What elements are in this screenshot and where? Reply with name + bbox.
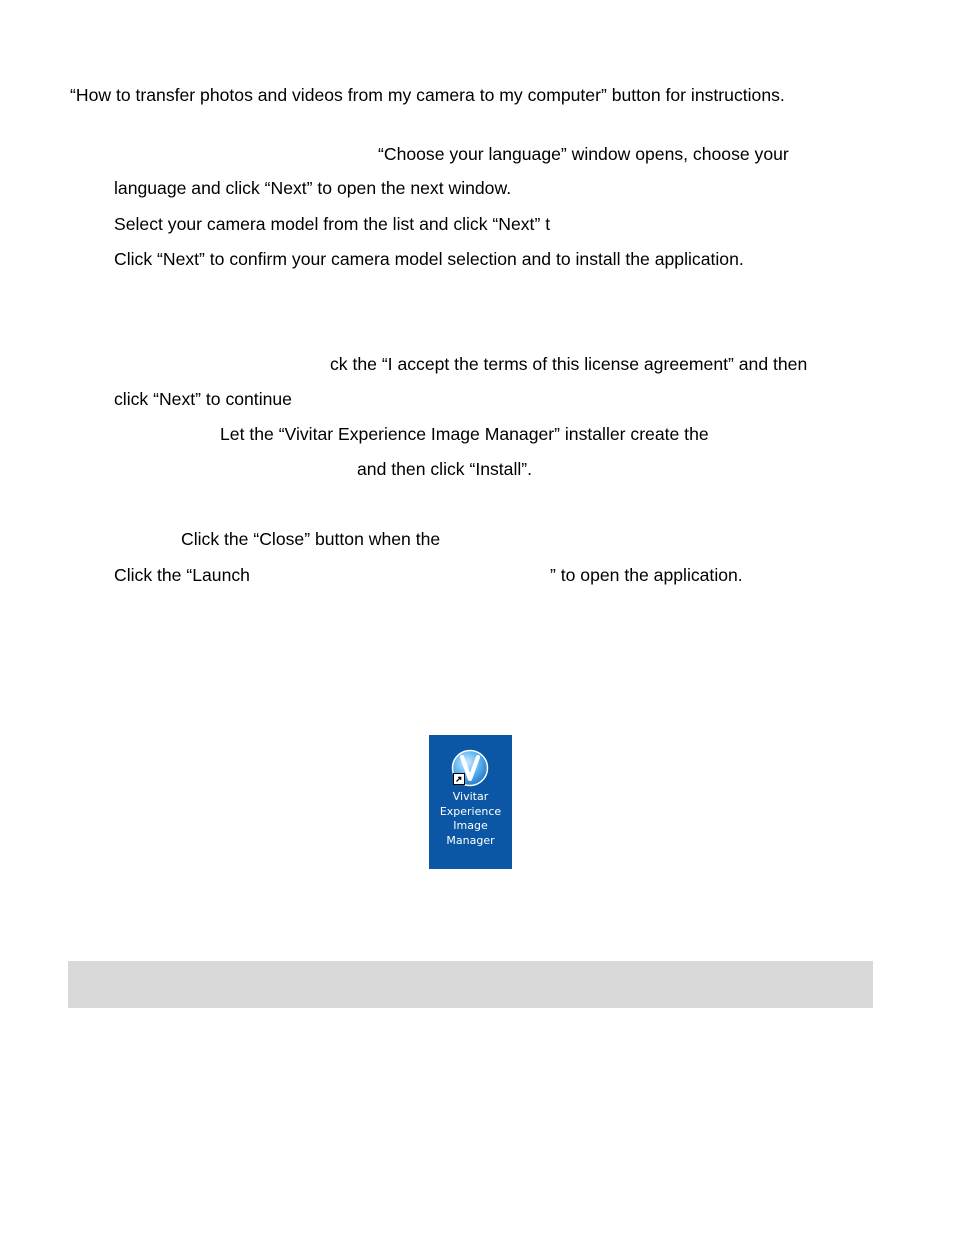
text-line-click-next-continue: click “Next” to continue [114, 389, 292, 409]
desktop-shortcut-caption [429, 790, 512, 848]
caption-line: Vivitar [452, 790, 489, 803]
text-line-click-close: Click the “Close” button when the [181, 529, 441, 549]
caption-line: Experience [439, 804, 502, 818]
text-line-select-camera: Select your camera model from the list and click “Next” t [114, 214, 551, 234]
text-line-click-install: and then click “Install”. [357, 459, 533, 479]
desktop-shortcut-tile [429, 735, 512, 869]
text-line-click-launch: Click the “Launch [114, 565, 250, 585]
caption-line: Image [453, 819, 488, 832]
text-line-choose-language: “Choose your language” window opens, choose your [378, 144, 789, 164]
text-line-open-application: ” to open the application. [550, 565, 743, 585]
shortcut-arrow-icon [453, 773, 465, 785]
section-header-band [68, 961, 873, 1008]
text-line-confirm-model: Click “Next” to confirm your camera model selection and to install the application. [114, 249, 744, 269]
text-line-accept-license: ck the “I accept the terms of this license agreement” and then [330, 354, 808, 374]
text-line-transfer-instructions: “How to transfer photos and videos from my camera to my computer” button for instructions. [70, 85, 785, 105]
text-line-language-next: language and click “Next” to open the next window. [114, 178, 512, 198]
text-line-installer-create: Let the “Vivitar Experience Image Manager” installer create the [220, 424, 709, 444]
caption-line: Manager [446, 833, 495, 847]
